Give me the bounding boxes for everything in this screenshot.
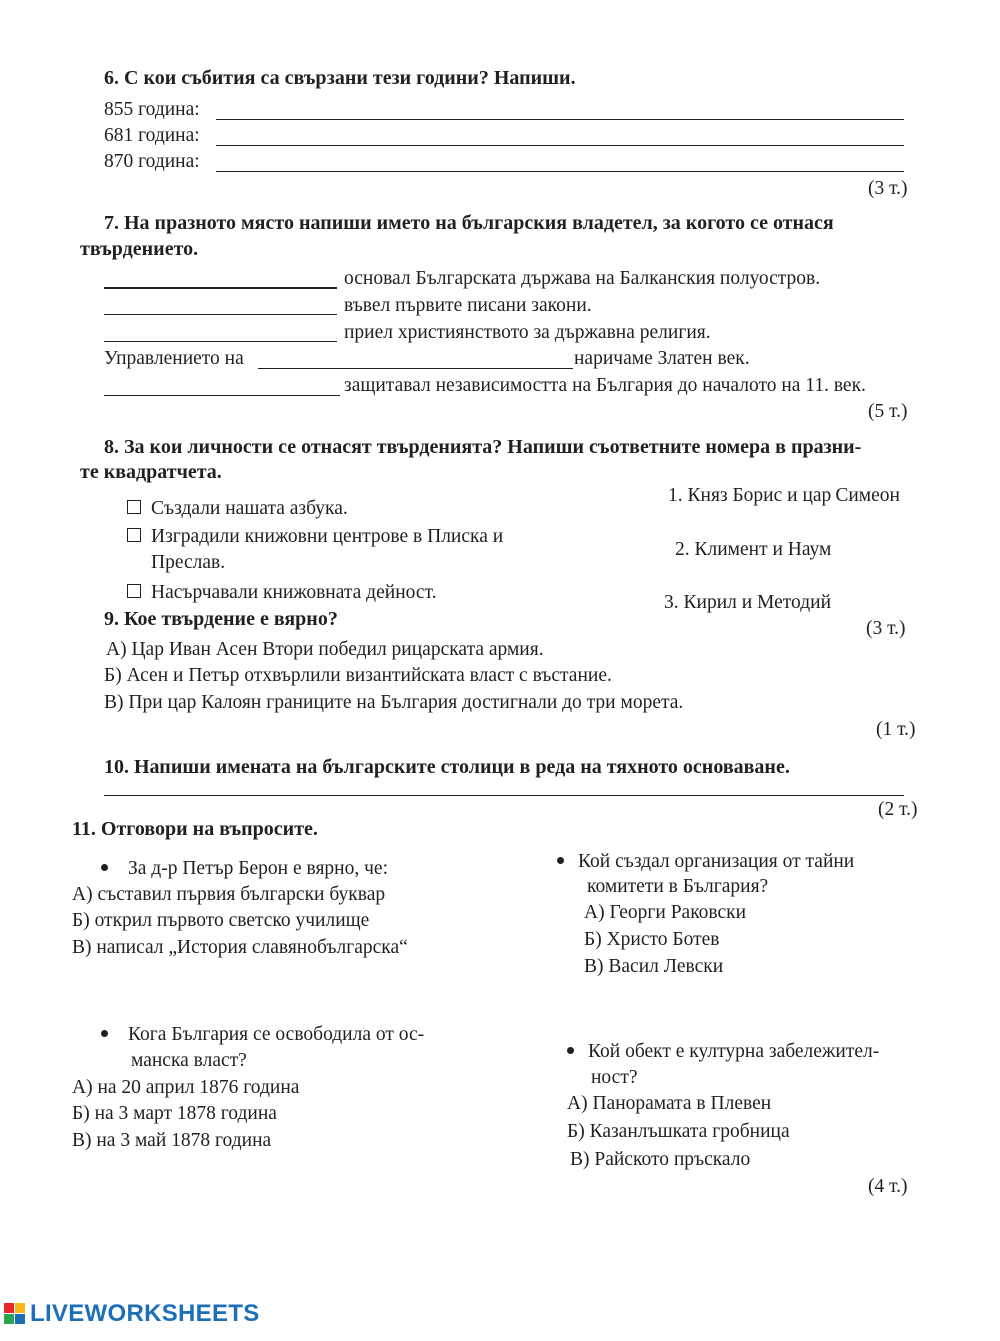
q11-q4-option-c[interactable]: В) Райското пръскало [570,1149,751,1170]
q8-option-1-text: 1. Княз Борис и цар [668,485,832,506]
q6-points: (3 т.) [868,178,908,199]
q11-q2-option-b[interactable]: Б) Христо Ботев [584,929,720,950]
q11-q3-option-c[interactable]: В) на 3 май 1878 година [72,1130,272,1151]
q11-question-3-line1: Кога България се освободила от ос- [128,1024,425,1045]
q6-label-870: 870 година: [104,151,200,172]
q11-question-1 [101,858,388,880]
q6-label-681: 681 година: [104,125,200,146]
q8-option-2: 2. Климент и Наум [675,539,832,560]
q7-title-line2: твърдението. [80,238,199,260]
q7-statement-2: въвел първите писани закони. [344,295,592,316]
q8-statement-1-text: Създали нашата азбука. [151,498,348,519]
q9-option-c[interactable]: В) При цар Калоян границите на България достигнали до три морета. [104,692,684,713]
q7-answer-5[interactable] [104,395,340,396]
q11-q4-option-b[interactable]: Б) Казанлъшката гробница [567,1121,790,1142]
q8-statement-2-line2: Преслав. [151,552,226,573]
q8-points: (3 т.) [866,618,906,639]
q6-answer-855[interactable] [216,119,904,120]
bullet-icon [101,1030,108,1037]
q11-q1-option-b[interactable]: Б) открил първото светско училище [72,910,370,931]
q6-label-855: 855 година: [104,99,200,120]
q8-checkbox-2[interactable] [127,528,141,542]
q11-q1-option-c[interactable]: В) написал „История славянобългарска“ [72,937,408,958]
q6-answer-681[interactable] [216,145,904,146]
q6-title: 6. С кои събития са свързани тези години? Напиши. [104,67,576,89]
q11-question-2-line2: комитети в България? [587,876,769,897]
q8-option-3: 3. Кирил и Методий [664,592,832,613]
q8-statement-1 [127,498,348,520]
q11-question-1-text: За д-р Петър Берон е вярно, че: [128,858,388,879]
q7-answer-3[interactable] [104,341,337,342]
q8-checkbox-3[interactable] [127,584,141,598]
q11-q1-option-a[interactable]: А) съставил първия български буквар [72,884,386,905]
bullet-icon [101,864,108,871]
bullet-icon [567,1047,574,1054]
q11-question-3 [101,1024,424,1046]
q8-option-1 [668,485,900,507]
q10-points: (2 т.) [878,799,918,820]
q7-statement-5: защитавал независимостта на България до началото на 11. век. [344,375,866,396]
q11-q4-option-a[interactable]: А) Панорамата в Плевен [567,1093,772,1114]
q8-statement-2 [127,526,503,548]
q11-question-4-line1: Кой обект е културна забележител- [588,1041,880,1062]
q11-points: (4 т.) [868,1176,908,1197]
q11-question-2 [557,851,854,873]
q9-option-b[interactable]: Б) Асен и Петър отхвърлили византийската власт с въстание. [104,665,612,686]
q10-answer[interactable] [104,795,904,796]
q7-statement-1: основал Българската държава на Балканския полуостров. [344,268,821,289]
q8-statement-3-text: Насърчавали книжовната дейност. [151,582,437,603]
q6-answer-870[interactable] [216,171,904,172]
q8-title-line1: 8. За кои личности се отнасят твърденията? Напиши съответните номера в празни- [104,436,862,458]
q11-question-2-line1: Кой създал организация от тайни [578,851,855,872]
q7-answer-4[interactable] [258,368,573,369]
q7-title-line1: 7. На празното място напиши името на българския владетел, за когото се отнася [104,212,834,234]
liveworksheets-logo-text: LIVEWORKSHEETS [30,1300,260,1327]
q9-points: (1 т.) [876,719,916,740]
q7-statement-4: наричаме Златен век. [574,348,750,369]
q7-statement-3: приел християнството за държавна религия. [344,322,711,343]
q8-statement-3 [127,582,436,604]
q11-question-4-line2: ност? [591,1067,638,1088]
q9-title: 9. Кое твърдение е вярно? [104,608,338,630]
q7-points: (5 т.) [868,401,908,422]
q10-title: 10. Напиши имената на българските столици в реда на тяхното основаване. [104,756,790,778]
q7-answer-1[interactable] [104,287,337,289]
liveworksheets-logo[interactable] [4,1301,260,1327]
q8-title-line2: те квадратчета. [80,461,222,483]
q11-question-4 [567,1041,879,1063]
q11-q2-option-c[interactable]: В) Васил Левски [584,956,724,977]
bullet-icon [557,857,564,864]
q11-q2-option-a[interactable]: А) Георги Раковски [584,902,747,923]
q11-title: 11. Отговори на въпросите. [72,818,318,840]
q11-q3-option-b[interactable]: Б) на 3 март 1878 година [72,1103,277,1124]
q11-question-3-line2: манска власт? [131,1050,247,1071]
q11-q3-option-a[interactable]: А) на 20 април 1876 година [72,1077,300,1098]
q7-answer-2[interactable] [104,314,337,315]
q8-statement-2-text: Изградили книжовни центрове в Плиска и [151,526,504,547]
q7-prefix-4: Управлението на [104,348,244,369]
liveworksheets-logo-icon [4,1303,26,1325]
q8-option-1-extra: Симеон [835,485,900,506]
q8-checkbox-1[interactable] [127,500,141,514]
q9-option-a[interactable]: А) Цар Иван Асен Втори победил рицарската армия. [106,639,544,660]
